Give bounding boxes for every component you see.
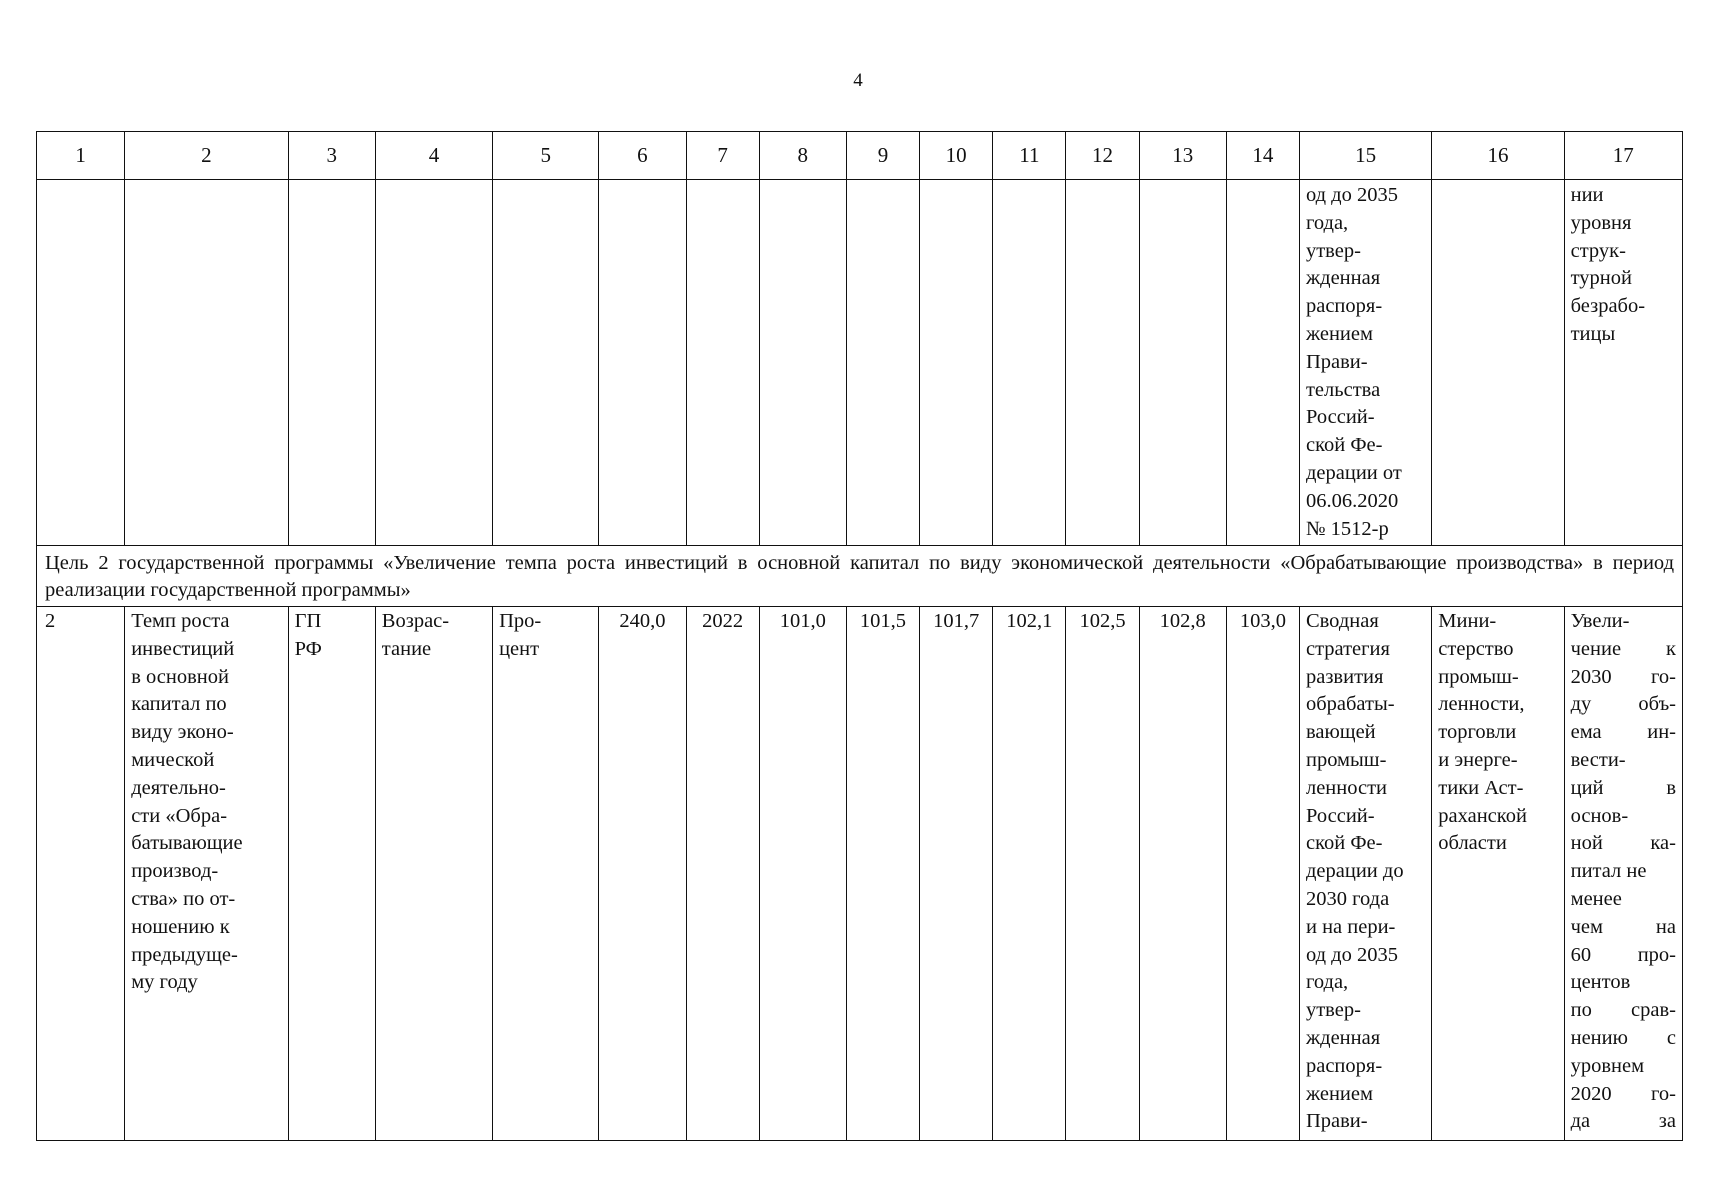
column-number: 9	[846, 132, 919, 180]
value-col-10: 101,7	[920, 607, 993, 1141]
empty-cell	[993, 180, 1066, 546]
indicators-table	[36, 131, 1683, 1141]
column-number: 14	[1226, 132, 1299, 180]
value-col-11: 102,1	[993, 607, 1066, 1141]
indicator-name: Темп роста инвестиций в основной капитал по виду эконо- мической деятельно- сти «Обра- батывающие производ- ства» по от- ношению к предыдуще- му году	[125, 607, 288, 1141]
empty-cell	[759, 180, 846, 546]
column-number: 6	[599, 132, 686, 180]
value-col-12: 102,5	[1066, 607, 1139, 1141]
column-number: 11	[993, 132, 1066, 180]
page-number: 4	[853, 70, 863, 91]
indicator-level: ГП РФ	[288, 607, 375, 1141]
indicator-row	[37, 607, 1683, 1141]
value-col-13: 102,8	[1139, 607, 1226, 1141]
empty-cell	[288, 180, 375, 546]
base-year: 2022	[686, 607, 759, 1141]
source-document-continued: од до 2035 года, утвер- жденная распоря- жением Прави- тельства Россий- ской Фе- дерации от 06.06.2020 № 1512-р	[1299, 180, 1431, 546]
row-number: 2	[37, 607, 125, 1141]
value-col-14: 103,0	[1226, 607, 1299, 1141]
expected-result: Увели- чение к 2030 го- ду объ- ема ин- вести- ций в основ- ной ка- питал не менее чем на 60 про- центов по срав- нению с уровнем 2020 го- да за	[1564, 607, 1682, 1141]
column-number: 2	[125, 132, 288, 180]
empty-cell	[493, 180, 599, 546]
column-number: 7	[686, 132, 759, 180]
empty-cell	[375, 180, 492, 546]
column-number: 13	[1139, 132, 1226, 180]
column-number: 4	[375, 132, 492, 180]
empty-cell	[846, 180, 919, 546]
empty-cell	[37, 180, 125, 546]
column-number: 1	[37, 132, 125, 180]
column-number: 15	[1299, 132, 1431, 180]
source-document: Сводная стратегия развития обрабаты- вающей промыш- ленности Россий- ской Фе- дерации до 2030 года и на пери- од до 2035 года, утвер- жденная распоря- жением Прави-	[1299, 607, 1431, 1141]
empty-cell	[1226, 180, 1299, 546]
column-number: 12	[1066, 132, 1139, 180]
goal-text: Цель 2 государственной программы «Увеличение темпа роста инвестиций в основной капитал по виду экономической деятельности «Обрабатывающие производства» в период реализации государственной программы»	[37, 546, 1683, 607]
empty-cell	[1432, 180, 1564, 546]
continuation-row	[37, 180, 1683, 546]
column-number: 8	[759, 132, 846, 180]
empty-cell	[920, 180, 993, 546]
empty-cell	[1066, 180, 1139, 546]
unit-of-measure: Про- цент	[493, 607, 599, 1141]
column-number: 10	[920, 132, 993, 180]
value-col-8: 101,0	[759, 607, 846, 1141]
empty-cell	[1139, 180, 1226, 546]
column-number: 3	[288, 132, 375, 180]
column-numbers-row	[37, 132, 1683, 180]
responsible-agency: Мини- стерство промыш- ленности, торговли и энерге- тики Аст- раханской области	[1432, 607, 1564, 1141]
column-number: 17	[1564, 132, 1682, 180]
column-number: 16	[1432, 132, 1564, 180]
base-value: 240,0	[599, 607, 686, 1141]
expected-result-continued: нии уровня струк- турной безрабо- тицы	[1564, 180, 1682, 546]
indicator-trend: Возрас- тание	[375, 607, 492, 1141]
value-col-9: 101,5	[846, 607, 919, 1141]
goal-row	[37, 546, 1683, 607]
empty-cell	[125, 180, 288, 546]
column-number: 5	[493, 132, 599, 180]
empty-cell	[686, 180, 759, 546]
empty-cell	[599, 180, 686, 546]
